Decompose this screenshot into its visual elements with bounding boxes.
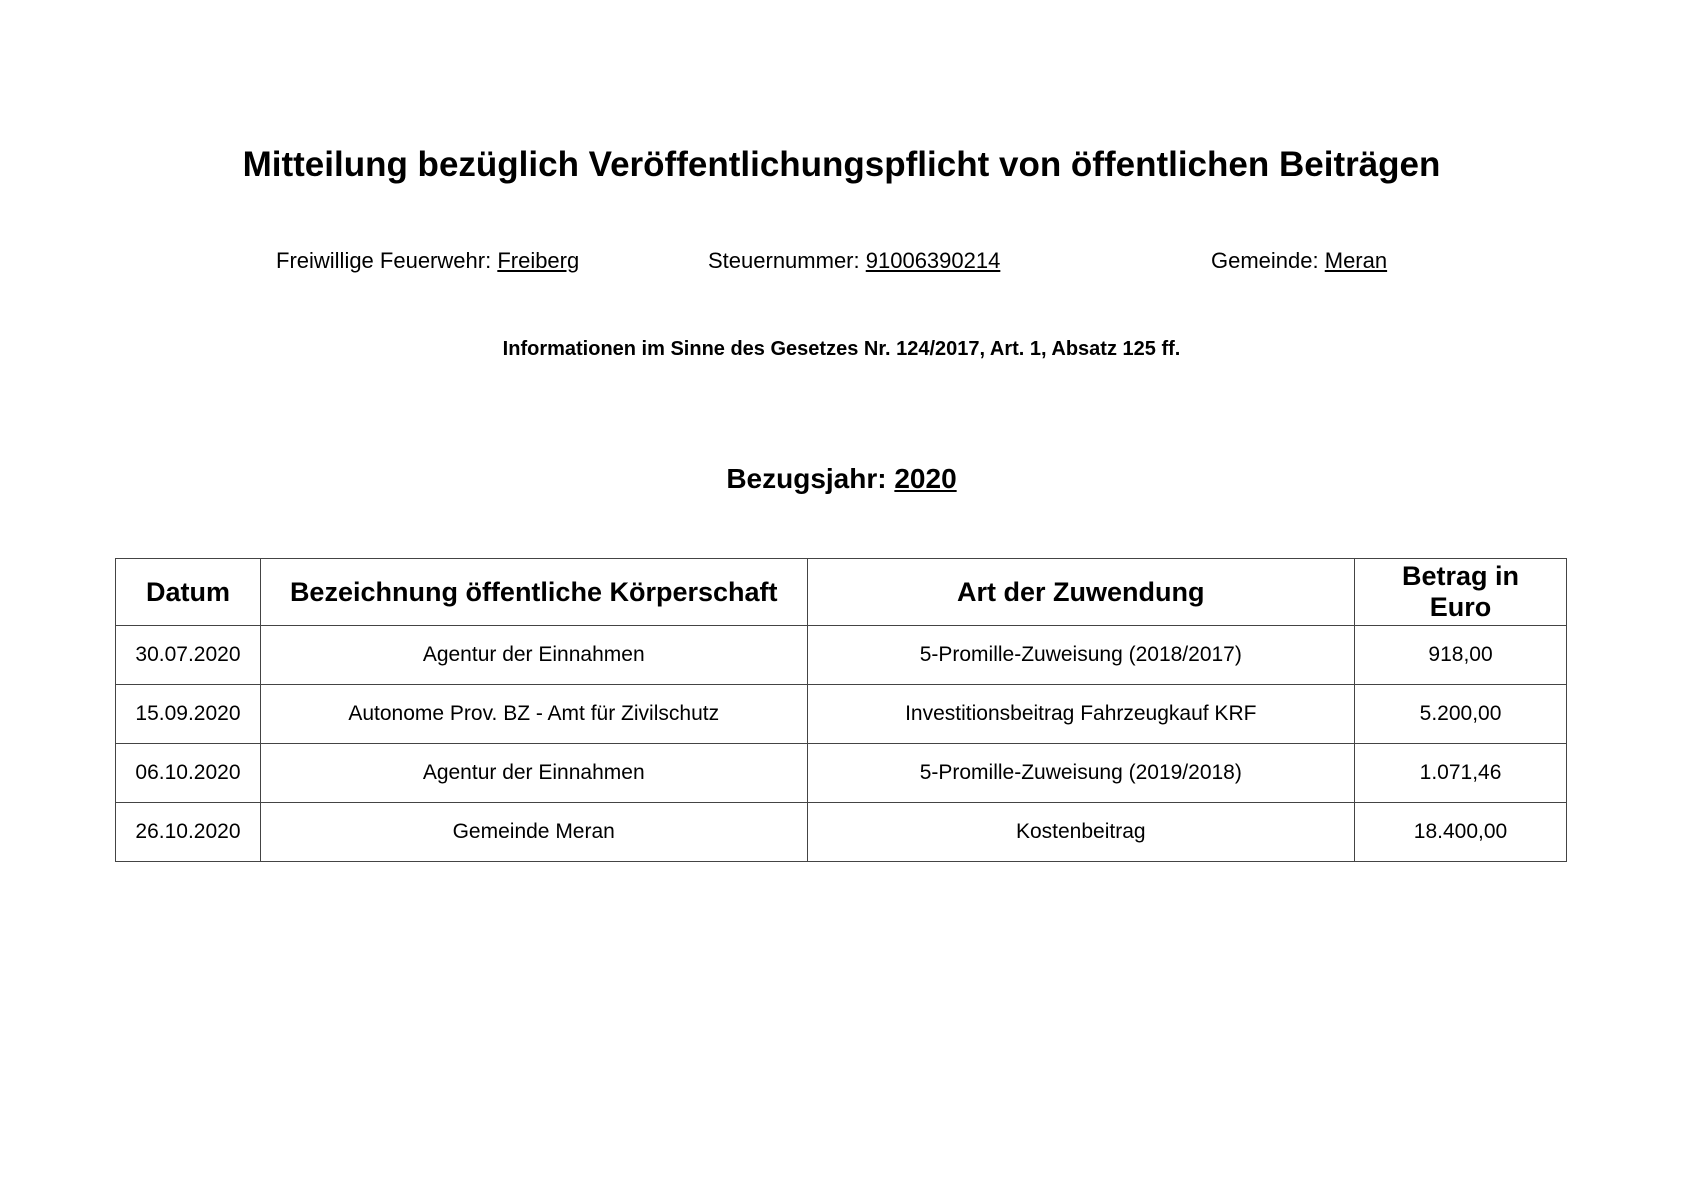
table-row <box>116 803 1567 862</box>
cell-datum: 26.10.2020 <box>116 803 261 862</box>
cell-koerperschaft: Agentur der Einnahmen <box>260 744 807 803</box>
gemeinde-field <box>1211 248 1387 274</box>
cell-datum: 06.10.2020 <box>116 744 261 803</box>
cell-betrag: 918,00 <box>1355 626 1567 685</box>
gemeinde-value: Meran <box>1324 248 1388 273</box>
header-betrag: Betrag in Euro <box>1355 559 1567 626</box>
year-value: 2020 <box>894 463 957 494</box>
cell-koerperschaft: Autonome Prov. BZ - Amt für Zivilschutz <box>260 685 807 744</box>
table-header-row <box>116 559 1567 626</box>
cell-koerperschaft: Gemeinde Meran <box>260 803 807 862</box>
header-datum: Datum <box>116 559 261 626</box>
document-title: Mitteilung bezüglich Veröffentlichungspflicht von öffentlichen Beiträgen <box>242 145 1441 184</box>
cell-art: 5-Promille-Zuweisung (2018/2017) <box>807 626 1355 685</box>
cell-art: Kostenbeitrag <box>807 803 1355 862</box>
year-label: Bezugsjahr: <box>726 463 887 494</box>
cell-koerperschaft: Agentur der Einnahmen <box>260 626 807 685</box>
feuerwehr-field <box>276 248 579 274</box>
contributions-table <box>115 558 1567 862</box>
header-koerperschaft: Bezeichnung öffentliche Körperschaft <box>260 559 807 626</box>
cell-betrag: 5.200,00 <box>1355 685 1567 744</box>
table-row <box>116 744 1567 803</box>
legal-info: Informationen im Sinne des Gesetzes Nr. 124/2017, Art. 1, Absatz 125 ff. <box>502 338 1181 360</box>
cell-art: 5-Promille-Zuweisung (2019/2018) <box>807 744 1355 803</box>
feuerwehr-label: Freiwillige Feuerwehr: <box>276 248 492 273</box>
steuernummer-label: Steuernummer: <box>708 248 860 273</box>
feuerwehr-value: Freiberg <box>497 248 580 273</box>
cell-betrag: 18.400,00 <box>1355 803 1567 862</box>
gemeinde-label: Gemeinde: <box>1211 248 1319 273</box>
steuernummer-field <box>708 248 1000 274</box>
table-row <box>116 626 1567 685</box>
table-row <box>116 685 1567 744</box>
cell-art: Investitionsbeitrag Fahrzeugkauf KRF <box>807 685 1355 744</box>
cell-datum: 30.07.2020 <box>116 626 261 685</box>
cell-datum: 15.09.2020 <box>116 685 261 744</box>
header-art: Art der Zuwendung <box>807 559 1355 626</box>
steuernummer-value: 91006390214 <box>865 248 1001 273</box>
reference-year <box>0 463 1683 495</box>
cell-betrag: 1.071,46 <box>1355 744 1567 803</box>
